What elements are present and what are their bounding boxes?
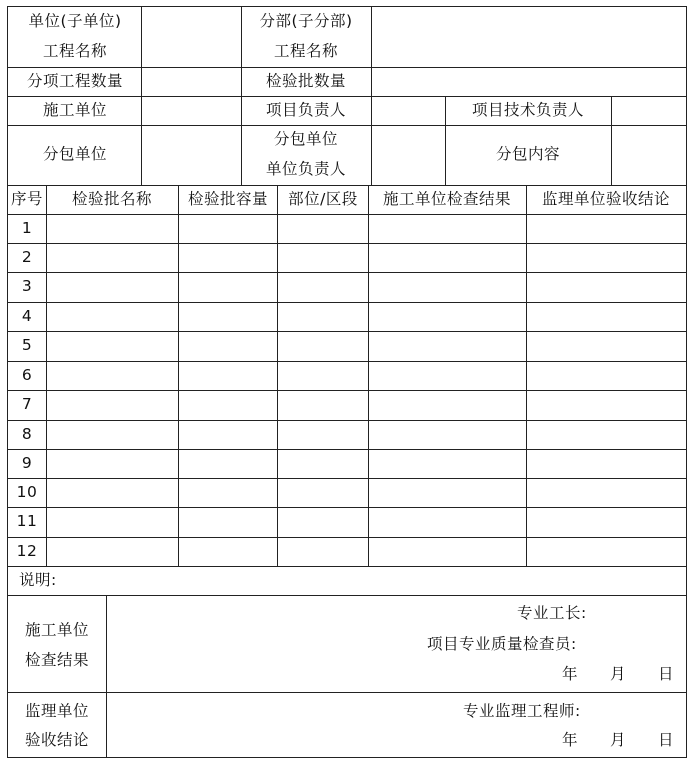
divider (8, 692, 686, 693)
column-header-location: 部位/区段 (288, 190, 358, 208)
row-number: 7 (21, 395, 33, 413)
divider (241, 7, 242, 185)
divider (141, 7, 142, 185)
project-manager-label: 项目负责人 (265, 101, 347, 119)
divider (8, 67, 686, 68)
divider (8, 96, 686, 97)
divider (526, 185, 527, 566)
unit-name-label-2: 工程名称 (42, 42, 108, 60)
supervision-check-label: 监理单位 (24, 702, 90, 720)
supervision-check-label-2: 验收结论 (24, 731, 90, 749)
divider (8, 390, 686, 391)
sub-content-label: 分包内容 (495, 145, 561, 163)
row-number: 12 (16, 542, 38, 560)
divider (8, 361, 686, 362)
column-header-batch-name: 检验批名称 (71, 190, 153, 208)
unit-name-label: 单位(子单位) (28, 12, 122, 30)
row-number: 4 (21, 307, 33, 325)
subitem-count-label: 分项工程数量 (26, 72, 124, 90)
row-number: 8 (21, 425, 33, 443)
divider (8, 302, 686, 303)
divider (368, 185, 369, 566)
sub-manager-label: 分包单位 (273, 130, 339, 148)
division-name-label-2: 工程名称 (273, 42, 339, 60)
foreman-signature-label: 专业工长: (517, 604, 587, 622)
notes-label: 说明: (19, 571, 57, 589)
column-header-acceptance: 监理单位验收结论 (541, 190, 671, 208)
divider (445, 96, 446, 185)
construction-check-label: 施工单位 (24, 621, 90, 639)
batch-count-label: 检验批数量 (265, 72, 347, 90)
row-number: 9 (21, 454, 33, 472)
row-number: 2 (21, 248, 33, 266)
construction-date: 年 月 日 (561, 665, 674, 683)
divider (8, 214, 686, 215)
tech-manager-label: 项目技术负责人 (471, 101, 585, 119)
divider (46, 185, 47, 566)
divider (8, 537, 686, 538)
supervision-date: 年 月 日 (561, 731, 674, 749)
subcontractor-label: 分包单位 (42, 145, 108, 163)
divider (8, 507, 686, 508)
construction-check-label-2: 检查结果 (24, 651, 90, 669)
row-number: 6 (21, 366, 33, 384)
column-header-index: 序号 (10, 190, 44, 208)
divider (8, 185, 686, 186)
divider (8, 478, 686, 479)
divider (8, 272, 686, 273)
construction-unit-label: 施工单位 (42, 101, 108, 119)
row-number: 5 (21, 336, 33, 354)
column-header-capacity: 检验批容量 (187, 190, 269, 208)
divider (611, 96, 612, 185)
divider (8, 420, 686, 421)
row-number: 11 (16, 512, 38, 530)
divider (106, 595, 107, 757)
engineer-signature-label: 专业监理工程师: (463, 702, 581, 720)
divider (371, 7, 372, 185)
divider (178, 185, 179, 566)
division-name-label: 分部(子分部) (259, 12, 353, 30)
sub-manager-label-2: 单位负责人 (265, 160, 347, 178)
divider (8, 449, 686, 450)
row-number: 3 (21, 277, 33, 295)
inspector-signature-label: 项目专业质量检查员: (427, 635, 577, 653)
divider (8, 243, 686, 244)
divider (8, 125, 686, 126)
row-number: 10 (16, 483, 38, 501)
inspection-batch-form (7, 6, 687, 758)
divider (8, 595, 686, 596)
divider (8, 566, 686, 567)
divider (8, 331, 686, 332)
column-header-check-result: 施工单位检查结果 (382, 190, 512, 208)
row-number: 1 (21, 219, 33, 237)
divider (277, 185, 278, 566)
